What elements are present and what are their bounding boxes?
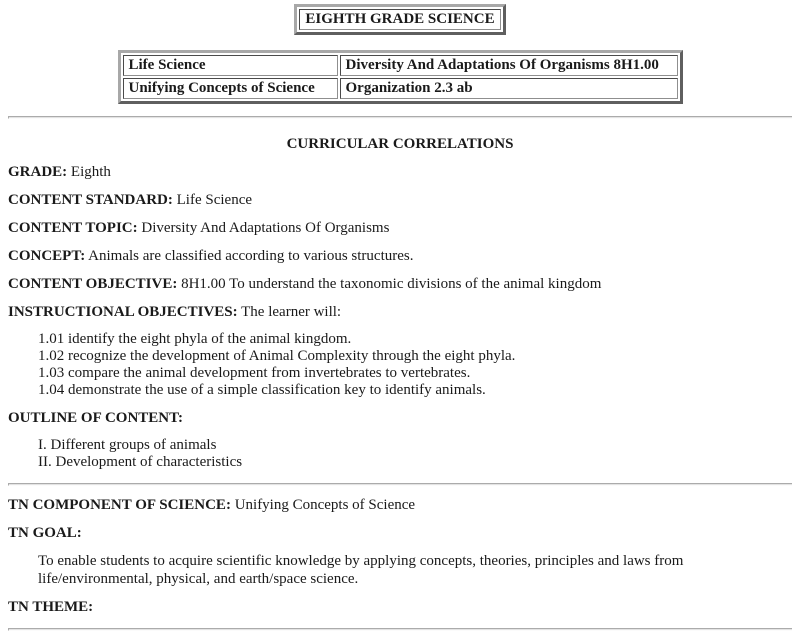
instructional-objectives-field xyxy=(8,303,792,321)
list-item: 1.03 compare the animal development from invertebrates to vertebrates. xyxy=(38,365,471,381)
component-name-cell: Unifying Concepts of Science xyxy=(123,78,338,99)
outline-list xyxy=(38,437,792,471)
concept-value: Animals are classified according to various structures. xyxy=(88,248,414,264)
content-topic-field xyxy=(8,219,792,237)
list-item: 1.01 identify the eight phyla of the animal kingdom. xyxy=(38,331,352,347)
divider-middle xyxy=(8,483,792,486)
component-topic-cell: Organization 2.3 ab xyxy=(340,78,678,99)
list-item: I. Different groups of animals xyxy=(38,437,217,453)
table-row xyxy=(123,55,678,76)
standard-topic-cell: Diversity And Adaptations Of Organisms 8H1.00 xyxy=(340,55,678,76)
grade-field xyxy=(8,163,792,181)
instructional-objectives-label: INSTRUCTIONAL OBJECTIVES: xyxy=(8,304,238,320)
content-standard-field xyxy=(8,191,792,209)
list-item: II. Development of characteristics xyxy=(38,454,243,470)
content-objective-field xyxy=(8,275,792,293)
content-standard-value: Life Science xyxy=(176,192,253,208)
standard-name-cell: Life Science xyxy=(123,55,338,76)
tn-goal-label: TN GOAL: xyxy=(8,525,82,541)
content-objective-label: CONTENT OBJECTIVE: xyxy=(8,276,178,292)
tn-theme-field xyxy=(8,598,792,616)
table-row xyxy=(299,9,500,30)
grade-label: GRADE: xyxy=(8,164,68,180)
content-standard-label: CONTENT STANDARD: xyxy=(8,192,173,208)
content-topic-value: Diversity And Adaptations Of Organisms xyxy=(141,220,390,236)
standards-table xyxy=(118,50,683,104)
table-row xyxy=(123,78,678,99)
grade-value: Eighth xyxy=(70,164,111,180)
objectives-list xyxy=(38,331,792,399)
tn-goal-field xyxy=(8,524,792,542)
tn-theme-label: TN THEME: xyxy=(8,599,94,615)
page-title: EIGHTH GRADE SCIENCE xyxy=(299,9,500,30)
list-item: 1.02 recognize the development of Animal Complexity through the eight phyla. xyxy=(38,348,516,364)
instructional-objectives-value: The learner will: xyxy=(241,304,342,320)
section-heading: CURRICULAR CORRELATIONS xyxy=(286,136,514,152)
tn-component-label: TN COMPONENT OF SCIENCE: xyxy=(8,497,231,513)
tn-component-value: Unifying Concepts of Science xyxy=(234,497,416,513)
content-objective-value: 8H1.00 To understand the taxonomic divisions of the animal kingdom xyxy=(181,276,602,292)
tn-component-field xyxy=(8,496,792,514)
title-table xyxy=(294,4,505,35)
divider-top xyxy=(8,116,792,119)
outline-label: OUTLINE OF CONTENT: xyxy=(8,410,184,426)
content-topic-label: CONTENT TOPIC: xyxy=(8,220,138,236)
outline-field xyxy=(8,409,792,427)
concept-label: CONCEPT: xyxy=(8,248,86,264)
concept-field xyxy=(8,247,792,265)
list-item: 1.04 demonstrate the use of a simple classification key to identify animals. xyxy=(38,382,486,398)
tn-goal-text: To enable students to acquire scientific knowledge by applying concepts, theories, principles and laws from life/environmental, physical, and earth/space science. xyxy=(38,553,684,587)
